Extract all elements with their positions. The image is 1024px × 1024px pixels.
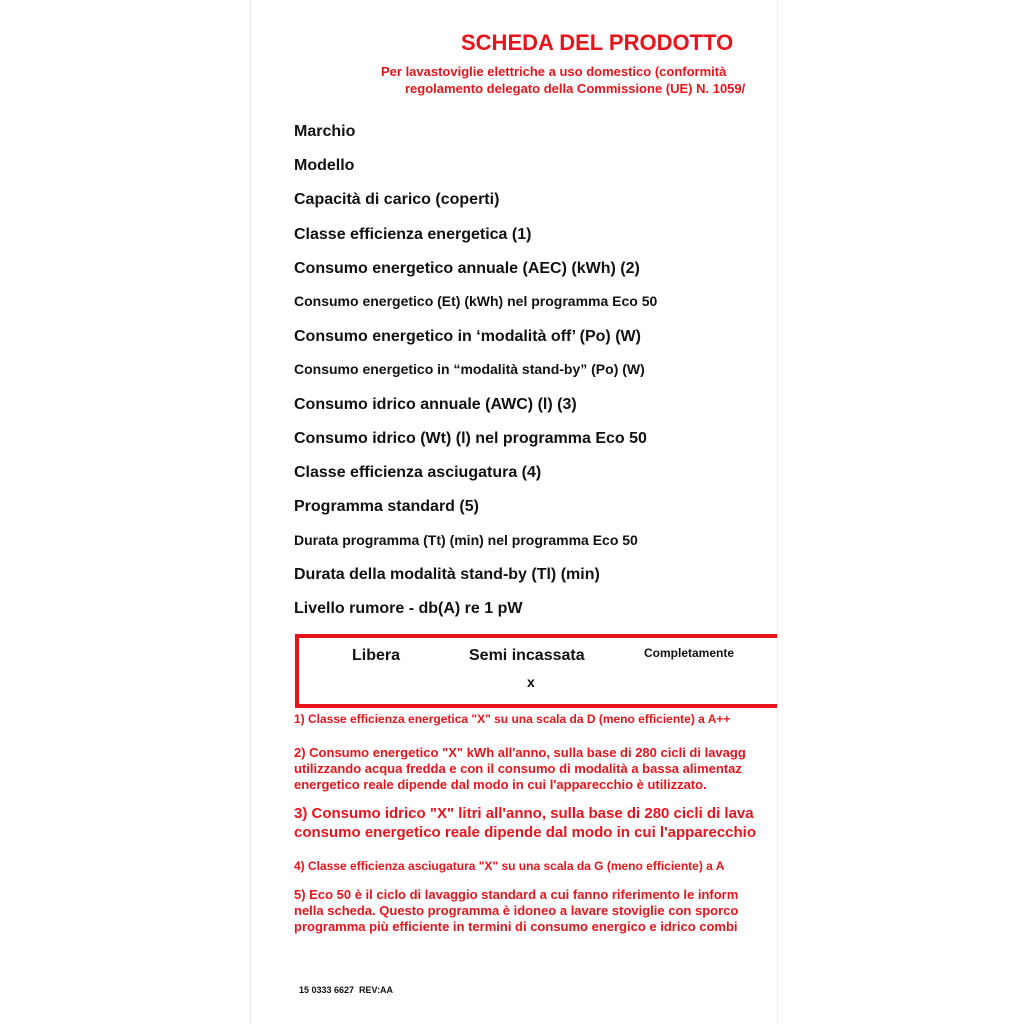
note-3-line-2: consumo energetico reale dipende dal modo in cui l'apparecchio [294, 824, 757, 841]
field-aec: Consumo energetico annuale (AEC) (kWh) (2) [294, 260, 640, 277]
page-subtitle [381, 63, 745, 97]
note-5 [294, 887, 738, 935]
note-2-line-1: 2) Consumo energetico "X" kWh all'anno, sulla base di 280 cicli di lavagg [294, 745, 746, 760]
note-4-line-1: 4) Classe efficienza asciugatura "X" su una scala da G (meno efficiente) a A [294, 859, 725, 873]
subtitle-line-1: Per lavastoviglie elettriche a uso domestico (conformità [381, 64, 727, 79]
field-wt: Consumo idrico (Wt) (l) nel programma Eco 50 [294, 430, 647, 447]
installation-box [295, 634, 777, 708]
field-modello: Modello [294, 157, 355, 174]
field-modalita-standby: Consumo energetico in “modalità stand-by” (Po) (W) [294, 361, 645, 377]
field-classe-energetica: Classe efficienza energetica (1) [294, 226, 532, 243]
note-1-line-1: 1) Classe efficienza energetica "X" su una scala da D (meno efficiente) a A++ [294, 712, 731, 726]
note-1 [294, 711, 730, 727]
product-sheet [250, 0, 777, 1024]
field-durata-programma: Durata programma (Tt) (min) nel programma Eco 50 [294, 532, 638, 548]
note-5-line-3: programma più efficiente in termini di consumo energico e idrico combi [294, 919, 738, 934]
field-awc: Consumo idrico annuale (AWC) (l) (3) [294, 396, 577, 413]
field-durata-standby: Durata della modalità stand-by (Tl) (min) [294, 566, 600, 583]
field-marchio: Marchio [294, 123, 356, 140]
note-3 [294, 804, 756, 842]
field-classe-asciugatura: Classe efficienza asciugatura (4) [294, 464, 542, 481]
note-4 [294, 858, 724, 874]
note-5-line-2: nella scheda. Questo programma è idoneo a lavare stoviglie con sporco [294, 903, 739, 918]
installation-semi-mark: x [527, 674, 535, 690]
field-programma-standard: Programma standard (5) [294, 498, 479, 515]
field-et: Consumo energetico (Et) (kWh) nel programma Eco 50 [294, 293, 658, 309]
subtitle-line-2: regolamento delegato della Commissione (UE) N. 1059/ [405, 81, 746, 96]
field-capacita: Capacità di carico (coperti) [294, 191, 500, 208]
field-livello-rumore: Livello rumore - db(A) re 1 pW [294, 600, 523, 617]
note-2-line-2: utilizzando acqua fredda e con il consumo di modalità a bassa alimentaz [294, 761, 742, 776]
installation-semi-incassata: Semi incassata [469, 647, 585, 664]
note-2-line-3: energetico reale dipende dal modo in cui l'apparecchio è utilizzato. [294, 777, 707, 792]
note-5-line-1: 5) Eco 50 è il ciclo di lavaggio standard a cui fanno riferimento le inform [294, 887, 739, 902]
field-modalita-off: Consumo energetico in ‘modalità off’ (Po) (W) [294, 328, 641, 345]
note-2 [294, 745, 746, 793]
page-title: SCHEDA DEL PRODOTTO [461, 30, 734, 55]
note-3-line-1: 3) Consumo idrico "X" litri all'anno, sulla base di 280 cicli di lava [294, 805, 754, 822]
document-code: 15 0333 6627 REV:AA [299, 985, 394, 995]
installation-completamente: Completamente [644, 646, 735, 660]
installation-libera: Libera [352, 647, 401, 664]
